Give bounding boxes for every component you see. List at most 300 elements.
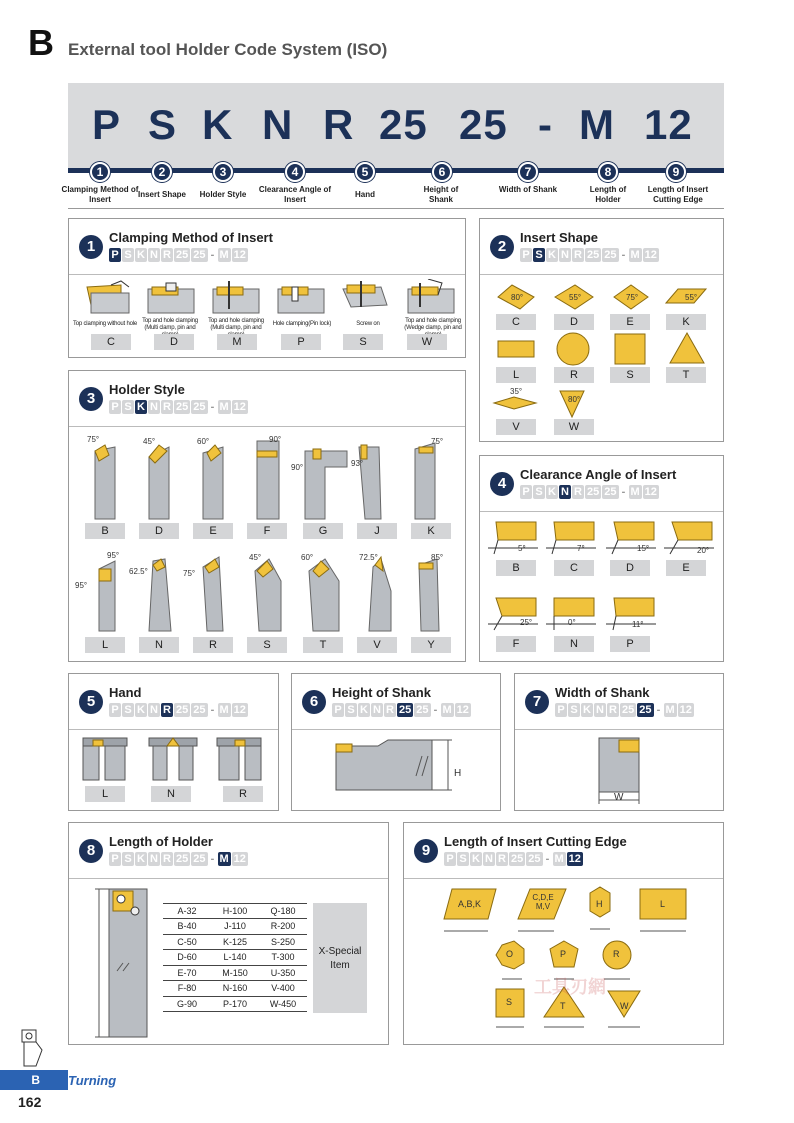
angle-label: 90°	[269, 435, 282, 444]
code-box: 25	[604, 249, 617, 261]
position-caption: Hand	[355, 190, 375, 199]
code-box: P	[109, 400, 121, 414]
code-box: M	[219, 704, 229, 716]
code-box: 12	[233, 853, 246, 865]
clamp-desc: Hole clamping(Pin lock)	[272, 321, 332, 327]
holder-code-label: L	[85, 637, 125, 653]
clamp-desc: Screw on	[356, 321, 380, 327]
code-box: P	[444, 852, 456, 866]
code-box: M	[219, 401, 229, 413]
code-indicator	[555, 703, 695, 717]
code-box: 25	[193, 853, 206, 865]
table-cell: M-150	[211, 965, 259, 981]
code-box: M	[219, 249, 229, 261]
code-box: S	[457, 852, 469, 866]
code-box: -	[210, 249, 215, 261]
holder-code-label: E	[193, 523, 233, 539]
table-cell: F-80	[163, 981, 211, 997]
panel-number: 5	[79, 690, 103, 714]
holder-style-panel	[68, 370, 466, 662]
shape-code-label: S	[610, 367, 650, 383]
code-box: R	[496, 852, 508, 866]
code-char: 25	[459, 101, 508, 148]
holder-code-label: J	[357, 523, 397, 539]
table-cell: W-450	[259, 996, 307, 1012]
code-box: S	[533, 485, 545, 499]
angle-label: 80°	[511, 293, 524, 302]
code-box-active: N	[559, 485, 571, 499]
clamp-s-drawing	[343, 281, 387, 307]
angle-label: 55°	[685, 293, 698, 302]
edge-shape-label: L	[660, 899, 666, 909]
code-box: R	[161, 248, 173, 262]
shape-code-label: E	[610, 314, 650, 330]
holder-row-2	[99, 557, 439, 631]
edge-shape-label: P	[560, 949, 567, 959]
holder-code-label: R	[193, 637, 233, 653]
hand-panel	[68, 673, 279, 811]
panel-number: 9	[414, 839, 438, 863]
code-box-active: K	[135, 400, 147, 414]
table-cell: S-250	[259, 934, 307, 950]
code-box: 25	[587, 249, 600, 261]
angle-label: 0°	[568, 618, 576, 627]
clamping-panel	[68, 218, 466, 358]
code-box: M	[630, 486, 640, 498]
code-box: S	[122, 852, 134, 866]
edge-shape-label: A,B,K	[458, 899, 482, 909]
position-caption: Clearance Angle of Insert	[258, 185, 332, 204]
panel-header	[292, 674, 500, 730]
angle-label: 90°	[291, 463, 304, 472]
turning-tool-icon	[14, 1026, 48, 1070]
angle-label: 72.5°	[359, 553, 378, 562]
clamp-code-label: M	[217, 334, 257, 350]
table-cell: R-200	[259, 919, 307, 935]
holder-code-label: T	[303, 637, 343, 653]
code-box: R	[607, 703, 619, 717]
holder-code-label: F	[247, 523, 287, 539]
clamping-illustrations	[69, 279, 467, 323]
code-box: 25	[193, 401, 206, 413]
code-indicator	[109, 248, 249, 262]
code-box: R	[572, 485, 584, 499]
table-cell: K-125	[211, 934, 259, 950]
dimension-h-label: H	[454, 768, 462, 779]
caption-divider	[68, 208, 724, 209]
angle-label: 25°	[520, 618, 533, 627]
code-box-active: 25	[399, 704, 412, 716]
edge-shape-label: R	[613, 949, 620, 959]
table-cell: J-110	[211, 919, 259, 935]
code-box: 25	[193, 249, 206, 261]
angle-label: 93°	[351, 459, 364, 468]
holder-code-label: Y	[411, 637, 451, 653]
angle-label: 45°	[249, 553, 262, 562]
edge-shape-label: T	[560, 1001, 566, 1011]
length-code-table	[163, 903, 307, 1012]
code-box: S	[568, 703, 580, 717]
code-box: M	[630, 249, 640, 261]
angle-label: 45°	[143, 437, 156, 446]
panel-number: 2	[490, 235, 514, 259]
code-char: M	[579, 101, 615, 148]
shank-height-illustration	[292, 734, 502, 810]
code-char: N	[262, 101, 294, 148]
position-caption: Holder Style	[199, 190, 247, 199]
panel-title: Insert Shape	[520, 230, 599, 245]
code-box: P	[332, 703, 344, 717]
table-cell: U-350	[259, 965, 307, 981]
angle-label: 60°	[301, 553, 314, 562]
code-box: 25	[622, 704, 635, 716]
table-cell: Q-180	[259, 903, 307, 919]
clamp-p-drawing	[278, 287, 324, 313]
code-indicator	[520, 248, 660, 262]
code-box: N	[148, 852, 160, 866]
position-caption: Insert Shape	[137, 190, 186, 199]
holder-code-label: G	[303, 523, 343, 539]
position-number: 9	[666, 162, 686, 182]
panel-title: Holder Style	[109, 382, 185, 397]
shape-code-label: D	[554, 314, 594, 330]
panel-title: Length of Insert Cutting Edge	[444, 834, 627, 849]
table-cell: G-90	[163, 996, 211, 1012]
panel-header	[69, 219, 465, 275]
code-box: 25	[193, 704, 206, 716]
clamp-desc: Top clamping without hole	[72, 321, 138, 327]
shape-code-label: L	[496, 367, 536, 383]
clearance-code-label: P	[610, 636, 650, 652]
clamp-d-drawing	[148, 283, 194, 313]
clamp-desc: Top and hole clamping (Wedge clamp, pin and	[404, 318, 462, 331]
code-box: P	[109, 703, 121, 717]
page-number: 162	[18, 1094, 42, 1110]
code-box: 12	[644, 249, 657, 261]
position-caption: Height of Shank	[423, 185, 459, 204]
code-box: P	[555, 703, 567, 717]
code-box: S	[345, 703, 357, 717]
hand-code-label: L	[85, 786, 125, 802]
code-char: K	[202, 101, 234, 148]
angle-label: 75°	[183, 569, 196, 578]
angle-label: 7°	[577, 544, 585, 553]
code-indicator	[109, 703, 249, 717]
shape-s	[615, 334, 645, 364]
position-number: 7	[518, 162, 538, 182]
code-box-active: M	[219, 853, 229, 865]
code-box: 25	[176, 853, 189, 865]
code-indicator	[520, 485, 660, 499]
code-box: R	[161, 852, 173, 866]
section-name: Turning	[68, 1073, 117, 1088]
clearance-illustrations	[480, 516, 725, 636]
code-band	[68, 83, 724, 171]
code-indicator	[109, 400, 249, 414]
edge-shape-label: C,D,E M,V	[532, 893, 554, 911]
panel-header	[69, 823, 388, 879]
code-box: -	[210, 704, 215, 716]
code-box: N	[148, 400, 160, 414]
table-cell: B-40	[163, 919, 211, 935]
shape-v	[494, 397, 536, 409]
clamp-code-label: P	[281, 334, 321, 350]
shape-code-label: T	[666, 367, 706, 383]
holder-code-label: S	[247, 637, 287, 653]
panel-number: 4	[490, 472, 514, 496]
code-box: P	[520, 248, 532, 262]
table-cell: A-32	[163, 903, 211, 919]
code-box: R	[161, 400, 173, 414]
panel-header	[480, 456, 723, 512]
holder-code-label: B	[85, 523, 125, 539]
edge-shape-label: H	[596, 899, 603, 909]
panel-title: Clamping Method of Insert	[109, 230, 273, 245]
edge-length-panel	[403, 822, 724, 1045]
code-box-active: S	[533, 248, 545, 262]
code-char: R	[323, 101, 355, 148]
panel-header	[69, 674, 278, 730]
code-char: P	[92, 101, 122, 148]
table-top-rule	[163, 903, 307, 904]
code-box: -	[210, 853, 215, 865]
angle-label: 75°	[87, 435, 100, 444]
angle-label: 85°	[431, 553, 444, 562]
panel-number: 8	[79, 839, 103, 863]
table-cell: T-300	[259, 950, 307, 966]
code-box: -	[621, 249, 626, 261]
code-char: -	[538, 101, 553, 148]
angle-label: 80°	[568, 395, 581, 404]
hand-illustrations	[69, 734, 280, 788]
angle-label: 35°	[510, 387, 523, 396]
holder-code-label: K	[411, 523, 451, 539]
position-number: 4	[285, 162, 305, 182]
code-char: 25	[379, 101, 428, 148]
code-box-active: P	[109, 248, 121, 262]
table-cell: N-160	[211, 981, 259, 997]
shape-code-label: C	[496, 314, 536, 330]
position-caption: Width of Shank	[498, 185, 558, 194]
length-panel	[68, 822, 389, 1045]
holder-length-illustration	[69, 883, 159, 1043]
angle-label: 15°	[637, 544, 650, 553]
clamp-desc: Top and hole clamping (Multi clamp, pin and	[142, 318, 198, 331]
position-number: 3	[213, 162, 233, 182]
code-box: K	[135, 852, 147, 866]
code-box: K	[470, 852, 482, 866]
angle-label: 20°	[697, 546, 710, 555]
table-cell: D-60	[163, 950, 211, 966]
clamp-w-drawing	[408, 279, 454, 313]
edge-shape-label: S	[506, 997, 513, 1007]
position-caption: Length of Insert Cutting Edge	[647, 185, 709, 204]
position-caption: Length of Holder	[589, 185, 627, 204]
table-cell: E-70	[163, 965, 211, 981]
code-indicator	[332, 703, 472, 717]
shape-code-label: R	[554, 367, 594, 383]
position-number: 5	[355, 162, 375, 182]
panel-header	[69, 371, 465, 427]
code-box: S	[122, 248, 134, 262]
code-box: -	[433, 704, 438, 716]
angle-label: 95°	[107, 551, 120, 560]
code-box: 25	[528, 853, 541, 865]
code-indicator	[109, 852, 249, 866]
angle-label: 55°	[569, 293, 582, 302]
code-box: M	[665, 704, 675, 716]
section-tab: B	[0, 1070, 68, 1090]
code-box: K	[358, 703, 370, 717]
code-box: M	[442, 704, 452, 716]
code-box: P	[109, 852, 121, 866]
code-box: 12	[644, 486, 657, 498]
holder-code-label: V	[357, 637, 397, 653]
code-box: K	[135, 703, 147, 717]
code-box: K	[546, 485, 558, 499]
code-box: K	[135, 248, 147, 262]
watermark: 工具刃網	[534, 977, 606, 997]
position-number: 1	[90, 162, 110, 182]
table-cell: P-170	[211, 996, 259, 1012]
page-title: External tool Holder Code System (ISO)	[68, 40, 388, 59]
code-box-active: 12	[568, 853, 581, 865]
edge-shape-label: W	[620, 1001, 629, 1011]
angle-label: 95°	[75, 581, 88, 590]
code-box: 12	[679, 704, 692, 716]
hand-code-label: R	[223, 786, 263, 802]
clearance-panel	[479, 455, 724, 662]
angle-label: 75°	[431, 437, 444, 446]
code-box: 25	[604, 486, 617, 498]
code-box: P	[520, 485, 532, 499]
shape-r	[557, 333, 589, 365]
code-box: K	[546, 248, 558, 262]
code-box: 25	[176, 401, 189, 413]
panel-title: Length of Holder	[109, 834, 213, 849]
height-panel	[291, 673, 501, 811]
insert-shape-illustrations	[480, 279, 725, 439]
position-number: 2	[152, 162, 172, 182]
code-box: R	[572, 248, 584, 262]
clearance-code-label: F	[496, 636, 536, 652]
edge-shape-illustrations	[404, 883, 725, 1043]
code-box: N	[559, 248, 571, 262]
angle-label: 5°	[518, 544, 526, 553]
code-box: 12	[456, 704, 469, 716]
clearance-code-label: C	[554, 560, 594, 576]
code-box: M	[554, 853, 564, 865]
clamp-desc: Top and hole clamping (Multi clamp, pin and	[208, 318, 264, 331]
panel-number: 3	[79, 387, 103, 411]
clamp-m-drawing	[213, 281, 259, 313]
code-box: 25	[511, 853, 524, 865]
panel-title: Hand	[109, 685, 142, 700]
code-box: 12	[233, 249, 246, 261]
panel-title: Width of Shank	[555, 685, 650, 700]
panel-title: Height of Shank	[332, 685, 431, 700]
hand-code-label: N	[151, 786, 191, 802]
holder-code-label: D	[139, 523, 179, 539]
clamp-code-label: W	[407, 334, 447, 350]
code-box-active: 25	[639, 704, 652, 716]
code-box: S	[122, 703, 134, 717]
table-cell: V-400	[259, 981, 307, 997]
table-cell: H-100	[211, 903, 259, 919]
clearance-code-label: E	[666, 560, 706, 576]
code-box-active: R	[161, 703, 173, 717]
code-box: 25	[587, 486, 600, 498]
code-indicator	[444, 852, 584, 866]
code-box: N	[483, 852, 495, 866]
panel-header	[515, 674, 723, 730]
code-box: S	[122, 400, 134, 414]
panel-number: 1	[79, 235, 103, 259]
code-box: N	[371, 703, 383, 717]
dimension-w-label: W	[614, 792, 624, 803]
clearance-code-label: N	[554, 636, 594, 652]
shape-code-label: K	[666, 314, 706, 330]
code-box: N	[594, 703, 606, 717]
code-box: 12	[233, 401, 246, 413]
code-box: 25	[176, 704, 189, 716]
position-number: 6	[432, 162, 452, 182]
code-box: -	[210, 401, 215, 413]
position-caption: Clamping Method of Insert	[61, 185, 139, 204]
panel-title: Clearance Angle of Insert	[520, 467, 677, 482]
angle-label: 62.5°	[129, 567, 148, 576]
clearance-code-label: B	[496, 560, 536, 576]
table-cell: L-140	[211, 950, 259, 966]
panel-header	[404, 823, 723, 879]
clamp-code-label: D	[154, 334, 194, 350]
section-letter: B	[28, 22, 54, 63]
code-box: 25	[176, 249, 189, 261]
shape-code-label: V	[496, 419, 536, 435]
code-box: -	[545, 853, 550, 865]
holder-row-1	[95, 441, 435, 519]
code-char: 12	[644, 101, 693, 148]
shape-l	[498, 341, 534, 357]
panel-header	[480, 219, 723, 275]
edge-shape-label: O	[506, 949, 514, 959]
position-number: 8	[598, 162, 618, 182]
shape-t	[670, 333, 704, 363]
clamp-c-drawing	[87, 281, 129, 313]
code-box: N	[148, 248, 160, 262]
code-box: K	[581, 703, 593, 717]
code-box: -	[656, 704, 661, 716]
code-box: N	[148, 703, 160, 717]
width-panel	[514, 673, 724, 811]
angle-label: 60°	[197, 437, 210, 446]
code-box: R	[384, 703, 396, 717]
clearance-code-label: D	[610, 560, 650, 576]
code-box: -	[621, 486, 626, 498]
clamp-code-label: S	[343, 334, 383, 350]
insert-shape-panel	[479, 218, 724, 442]
holder-style-illustrations	[69, 431, 467, 663]
code-char: S	[148, 101, 178, 148]
angle-label: 75°	[626, 293, 639, 302]
panel-number: 7	[525, 690, 549, 714]
panel-number: 6	[302, 690, 326, 714]
holder-code-label: N	[139, 637, 179, 653]
length-table	[163, 903, 307, 1012]
code-box: 25	[416, 704, 429, 716]
code-box: 12	[233, 704, 246, 716]
clamp-code-label: C	[91, 334, 131, 350]
